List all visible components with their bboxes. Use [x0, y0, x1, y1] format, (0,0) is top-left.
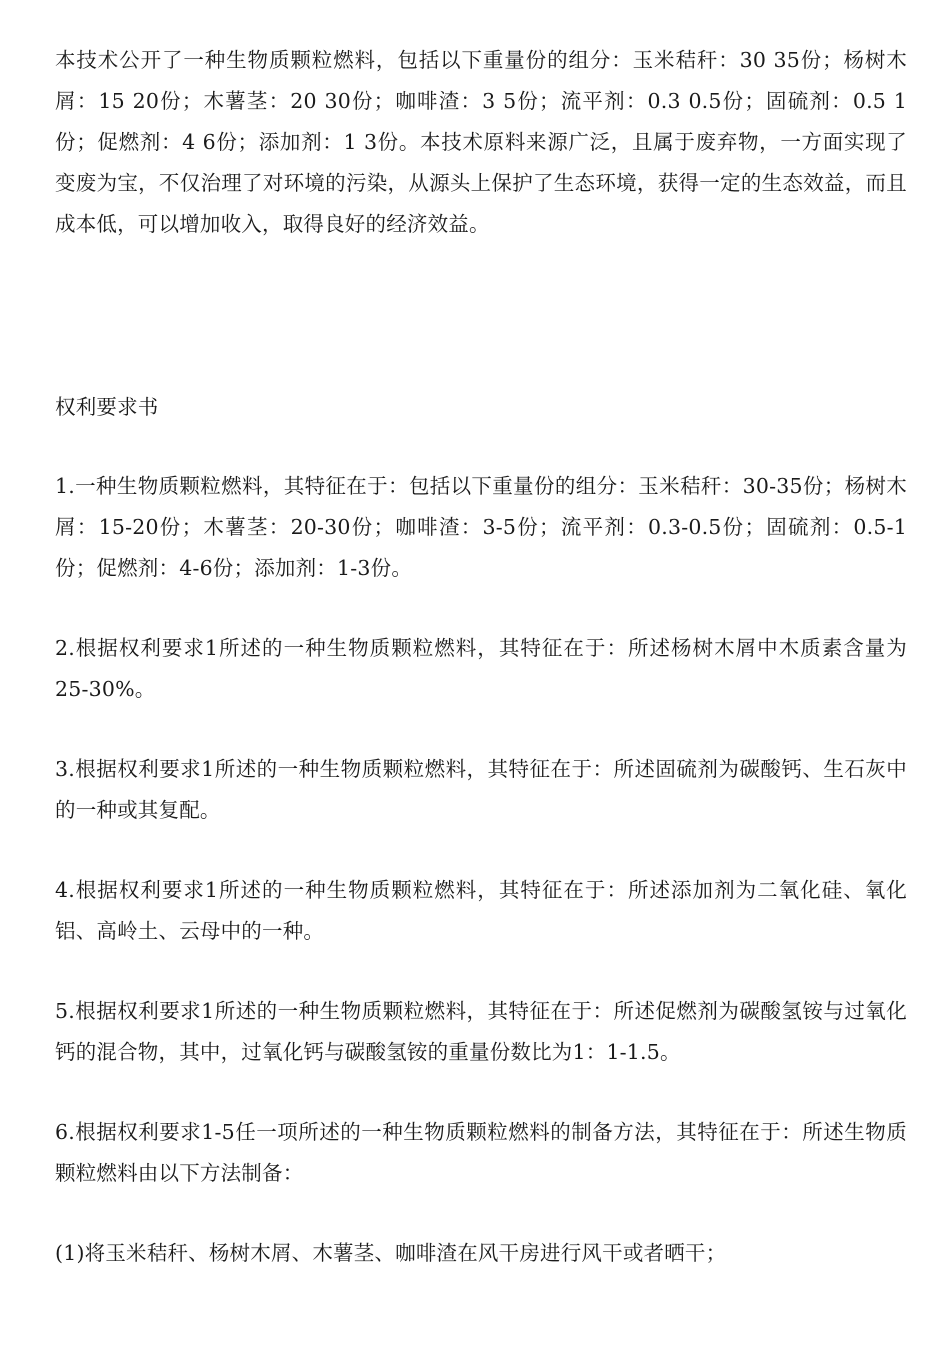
preparation-step-1: (1)将玉米秸秆、杨树木屑、木薯茎、咖啡渣在风干房进行风干或者晒干；	[55, 1241, 727, 1265]
claim-6: 6.根据权利要求1-5任一项所述的一种生物质颗粒燃料的制备方法，其特征在于：所述生物质颗粒燃料由以下方法制备：	[55, 1120, 907, 1185]
claim-3: 3.根据权利要求1所述的一种生物质颗粒燃料，其特征在于：所述固硫剂为碳酸钙、生石灰中的一种或其复配。	[55, 757, 907, 822]
claim-4: 4.根据权利要求1所述的一种生物质颗粒燃料，其特征在于：所述添加剂为二氧化硅、氧化铝、高岭土、云母中的一种。	[55, 878, 907, 943]
claims-heading: 权利要求书	[55, 395, 159, 419]
claim-1: 1.一种生物质颗粒燃料，其特征在于：包括以下重量份的组分：玉米秸秆：30-35份；杨树木屑：15-20份；木薯茎：20-30份；咖啡渣：3-5份；流平剂：0.3-0.5份；固硫剂：0.5-1份；促燃剂：4-6份；添加剂：1-3份。	[55, 474, 907, 580]
claim-5: 5.根据权利要求1所述的一种生物质颗粒燃料，其特征在于：所述促燃剂为碳酸氢铵与过氧化钙的混合物，其中，过氧化钙与碳酸氢铵的重量份数比为1：1-1.5。	[55, 999, 907, 1064]
abstract-paragraph: 本技术公开了一种生物质颗粒燃料，包括以下重量份的组分：玉米秸秆：30 35份；杨树木屑：15 20份；木薯茎：20 30份；咖啡渣：3 5份；流平剂：0.3 0.5份；固硫剂：0.5 1份；促燃剂：4 6份；添加剂：1 3份。本技术原料来源广泛，且属于废弃物，一方面实现了变废为宝，不仅治理了对环境的污染，从源头上保护了生态环境，获得一定的生态效益，而且成本低，可以增加收入，取得良好的经济效益。	[55, 48, 907, 236]
claim-2: 2.根据权利要求1所述的一种生物质颗粒燃料，其特征在于：所述杨树木屑中木质素含量为25-30%。	[55, 636, 907, 701]
